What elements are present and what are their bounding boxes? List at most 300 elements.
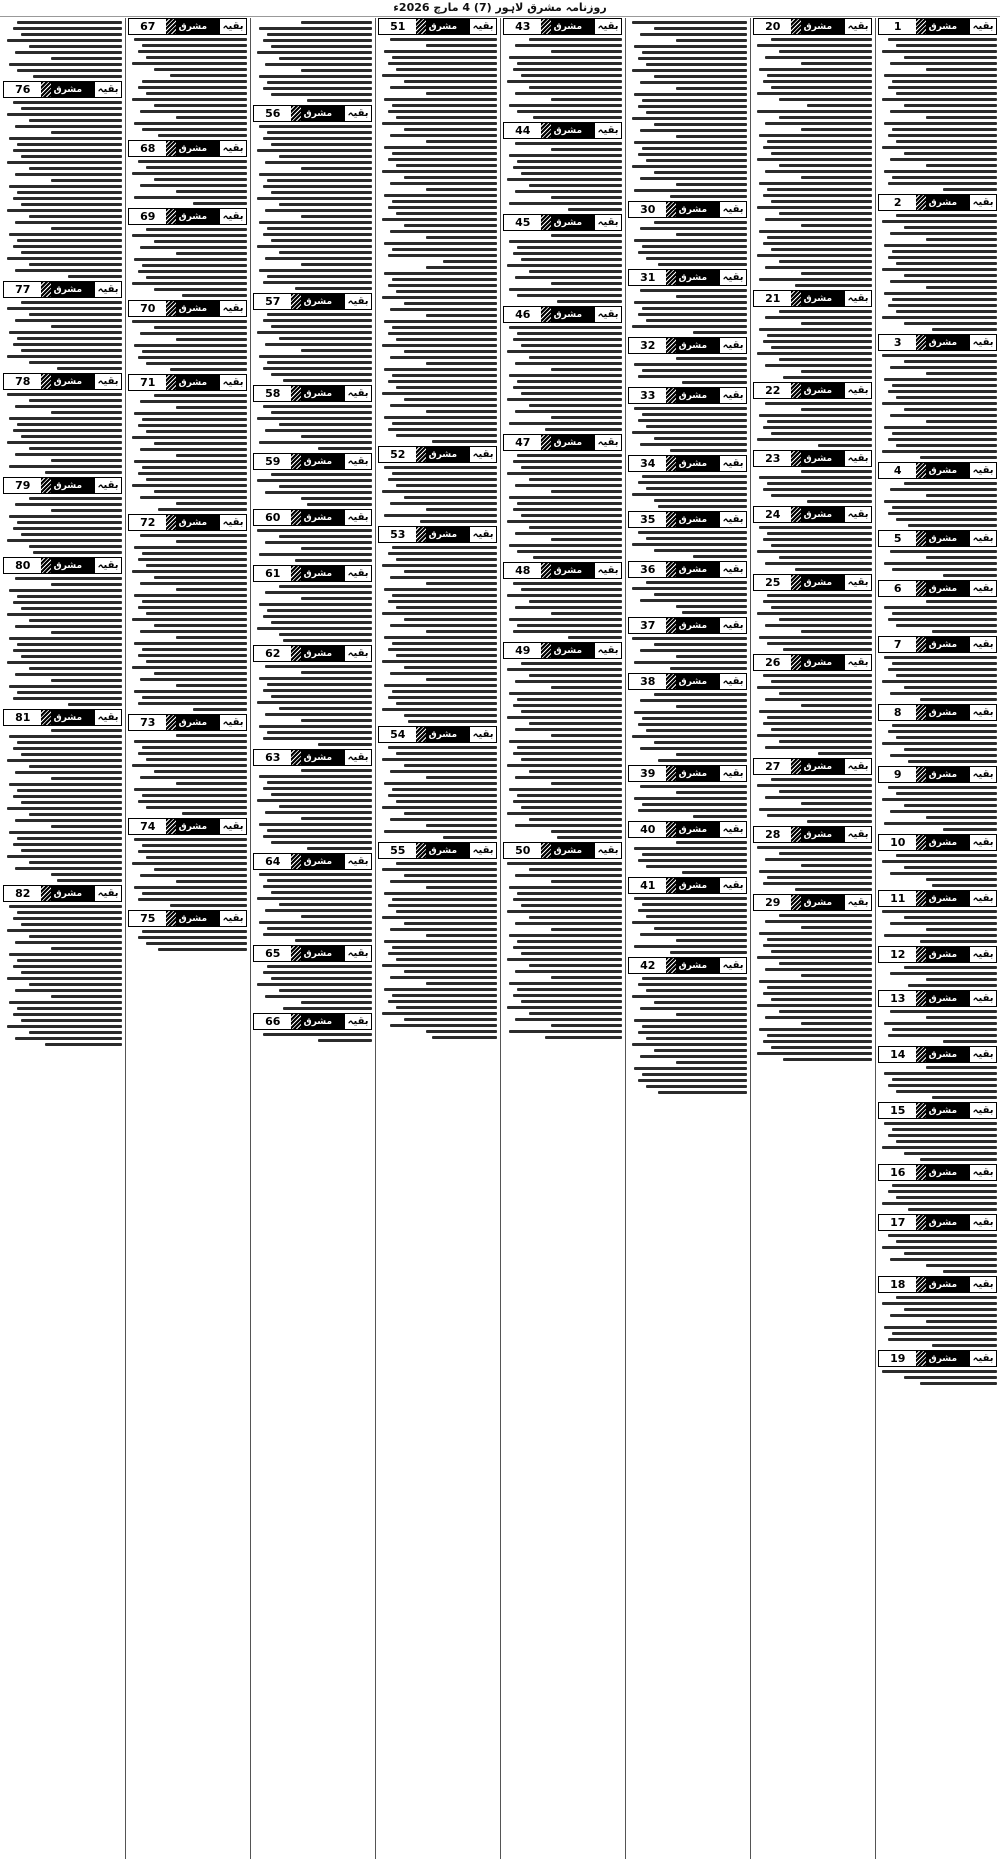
text-line <box>551 686 622 689</box>
text-line <box>765 56 872 59</box>
text-line <box>134 788 247 791</box>
text-line <box>926 1016 997 1019</box>
text-line <box>642 1073 747 1076</box>
text-line <box>382 344 497 347</box>
continuation-block-36 <box>628 561 747 614</box>
text-line <box>757 1052 872 1055</box>
continuation-number: 63 <box>254 750 291 765</box>
text-line <box>517 940 622 943</box>
mashriq-logo: مشرق <box>416 527 469 542</box>
text-line <box>943 828 997 831</box>
text-line <box>388 284 497 287</box>
text-line <box>267 879 372 882</box>
text-line <box>529 770 622 773</box>
mashriq-logo: مشرق <box>541 19 594 34</box>
continuation-number: 59 <box>254 454 291 469</box>
text-line <box>154 576 247 579</box>
continuation-block-9 <box>878 766 997 831</box>
text-line <box>638 375 747 378</box>
text-line <box>882 798 997 801</box>
continuation-number: 20 <box>754 19 791 34</box>
text-line <box>301 69 372 72</box>
text-line <box>154 770 247 773</box>
text-line <box>140 496 247 499</box>
text-line <box>396 116 497 119</box>
text-line <box>529 478 622 481</box>
text-line <box>884 822 997 825</box>
text-line <box>142 794 247 797</box>
text-line <box>509 1030 622 1033</box>
continuation-label: بقیہ <box>844 895 871 910</box>
continuation-number: 37 <box>629 618 666 633</box>
text-line <box>763 1040 872 1043</box>
text-line <box>507 520 622 523</box>
text-line <box>138 898 247 901</box>
text-line <box>426 824 497 827</box>
continuation-header <box>628 511 747 528</box>
text-line <box>13 965 122 968</box>
continuation-number: 42 <box>629 958 666 973</box>
text-line <box>146 166 247 169</box>
continuation-label: بقیہ <box>344 946 371 961</box>
text-line <box>884 934 997 937</box>
text-line <box>170 904 247 907</box>
text-line <box>263 319 372 322</box>
article-block <box>753 110 872 287</box>
text-line <box>882 680 997 683</box>
text-line <box>926 556 997 559</box>
text-line <box>568 636 622 639</box>
mashriq-logo: مشرق <box>791 507 844 522</box>
text-line <box>271 411 372 414</box>
text-line <box>646 537 747 540</box>
continuation-block-77 <box>3 281 122 370</box>
text-line <box>404 714 497 717</box>
text-line <box>265 811 372 814</box>
text-line <box>904 274 997 277</box>
text-line <box>757 110 872 113</box>
text-line <box>771 86 872 89</box>
continuation-block-31 <box>628 269 747 334</box>
text-line <box>926 1066 997 1069</box>
text-line <box>279 805 372 808</box>
text-line <box>15 989 122 992</box>
text-line <box>154 104 247 107</box>
continuation-number: 23 <box>754 451 791 466</box>
continuation-label: بقیہ <box>969 767 996 782</box>
text-line <box>509 422 622 425</box>
text-line <box>134 412 247 415</box>
text-line <box>517 550 622 553</box>
text-line <box>154 672 247 675</box>
text-line <box>265 541 372 544</box>
continuation-label: بقیہ <box>344 1014 371 1029</box>
text-line <box>138 936 247 939</box>
text-line <box>138 702 247 705</box>
text-line <box>757 612 872 615</box>
mashriq-logo: مشرق <box>666 618 719 633</box>
text-line <box>21 435 122 438</box>
text-line <box>426 410 497 413</box>
text-line <box>21 349 122 352</box>
continuation-label: بقیہ <box>469 19 496 34</box>
article-text <box>253 473 372 506</box>
text-line <box>384 466 497 469</box>
text-line <box>642 147 747 150</box>
text-line <box>392 946 497 949</box>
continuation-header <box>378 842 497 859</box>
text-line <box>392 546 497 549</box>
text-line <box>134 122 247 125</box>
text-line <box>263 405 372 408</box>
continuation-block-38 <box>628 673 747 762</box>
text-line <box>9 1001 122 1004</box>
continuation-number: 55 <box>379 843 416 858</box>
text-line <box>521 806 622 809</box>
text-line <box>515 776 622 779</box>
text-line <box>507 178 622 181</box>
text-line <box>15 941 122 944</box>
text-line <box>267 609 372 612</box>
article-text <box>503 862 622 1039</box>
text-line <box>271 93 372 96</box>
continuation-block-22 <box>753 382 872 447</box>
continuation-number: 54 <box>379 727 416 742</box>
text-line <box>896 310 997 313</box>
mashriq-logo: مشرق <box>291 106 344 121</box>
text-line <box>632 995 747 998</box>
text-line <box>638 251 747 254</box>
text-line <box>426 934 497 937</box>
mashriq-logo: مشرق <box>791 291 844 306</box>
text-line <box>551 928 622 931</box>
text-line <box>279 155 372 158</box>
text-line <box>507 350 622 353</box>
article-block <box>378 266 497 443</box>
continuation-header <box>878 194 997 211</box>
text-line <box>283 379 372 382</box>
text-line <box>517 246 622 249</box>
text-line <box>521 466 622 469</box>
text-line <box>7 759 122 762</box>
article-text <box>628 531 747 558</box>
text-line <box>318 1039 372 1042</box>
text-line <box>634 407 747 410</box>
text-line <box>301 497 372 500</box>
continuation-number: 30 <box>629 202 666 217</box>
continuation-block-50 <box>503 842 622 1039</box>
text-line <box>759 476 872 479</box>
text-line <box>432 440 497 443</box>
text-line <box>134 196 247 199</box>
text-line <box>884 378 997 381</box>
text-line <box>301 671 372 674</box>
text-line <box>301 817 372 820</box>
article-text <box>753 914 872 1061</box>
text-line <box>140 874 247 877</box>
text-line <box>888 1234 997 1237</box>
text-line <box>146 612 247 615</box>
text-line <box>551 734 622 737</box>
continuation-label: بقیہ <box>594 563 621 578</box>
text-line <box>390 134 497 137</box>
text-line <box>426 314 497 317</box>
continuation-number: 9 <box>879 767 916 782</box>
text-line <box>801 704 872 707</box>
text-line <box>13 601 122 604</box>
continuation-block-78 <box>3 373 122 474</box>
text-line <box>888 304 997 307</box>
continuation-number: 27 <box>754 759 791 774</box>
text-line <box>420 520 497 523</box>
continuation-block-19 <box>878 1350 997 1385</box>
mashriq-logo: مشرق <box>666 388 719 403</box>
column-6 <box>250 18 375 1859</box>
text-line <box>396 290 497 293</box>
text-line <box>15 577 122 580</box>
text-line <box>890 62 997 65</box>
article-text <box>878 1010 997 1043</box>
text-line <box>138 270 247 273</box>
text-line <box>551 50 622 53</box>
text-line <box>765 796 872 799</box>
text-line <box>259 125 372 128</box>
text-line <box>134 460 247 463</box>
article-text <box>878 656 997 701</box>
text-line <box>767 236 872 239</box>
article-text <box>753 402 872 447</box>
text-line <box>132 234 247 237</box>
text-line <box>29 667 122 670</box>
continuation-number: 58 <box>254 386 291 401</box>
article-text <box>378 466 497 523</box>
text-line <box>140 246 247 249</box>
continuation-label: بقیہ <box>344 566 371 581</box>
text-line <box>263 787 372 790</box>
text-line <box>15 51 122 54</box>
text-line <box>759 932 872 935</box>
text-line <box>646 159 747 162</box>
continuation-block-41 <box>628 877 747 954</box>
text-line <box>267 275 372 278</box>
text-line <box>693 815 747 818</box>
text-line <box>382 964 497 967</box>
continuation-label: بقیہ <box>844 19 871 34</box>
text-line <box>404 302 497 305</box>
text-line <box>267 81 372 84</box>
continuation-number: 64 <box>254 854 291 869</box>
continuation-block-37 <box>628 617 747 670</box>
text-line <box>392 994 497 997</box>
text-line <box>265 209 372 212</box>
text-line <box>551 234 622 237</box>
text-line <box>396 1006 497 1009</box>
text-line <box>426 362 497 365</box>
text-line <box>904 360 997 363</box>
text-line <box>801 408 872 411</box>
continuation-header <box>503 214 622 231</box>
text-line <box>154 240 247 243</box>
text-line <box>640 33 747 36</box>
text-line <box>9 735 122 738</box>
text-line <box>15 269 122 272</box>
text-line <box>767 642 872 645</box>
text-line <box>15 221 122 224</box>
text-line <box>279 707 372 710</box>
text-line <box>783 1058 872 1061</box>
text-line <box>654 171 747 174</box>
text-line <box>890 232 997 235</box>
continuation-number: 75 <box>129 911 166 926</box>
text-line <box>146 942 247 945</box>
text-line <box>29 935 122 938</box>
mashriq-logo: مشرق <box>166 301 219 316</box>
text-line <box>642 99 747 102</box>
text-line <box>388 380 497 383</box>
text-line <box>779 914 872 917</box>
continuation-label: بقیہ <box>969 195 996 210</box>
text-line <box>9 137 122 140</box>
text-line <box>390 928 497 931</box>
continuation-label: بقیہ <box>594 123 621 138</box>
text-line <box>154 490 247 493</box>
text-line <box>640 177 747 180</box>
continuation-header <box>878 580 997 597</box>
article-block <box>253 21 372 102</box>
text-line <box>763 426 872 429</box>
text-line <box>404 764 497 767</box>
continuation-label: بقیہ <box>719 958 746 973</box>
text-line <box>176 502 247 505</box>
text-line <box>140 400 247 403</box>
text-line <box>134 740 247 743</box>
mashriq-logo: مشرق <box>791 19 844 34</box>
text-line <box>29 215 122 218</box>
text-line <box>404 812 497 815</box>
text-line <box>295 287 372 290</box>
text-line <box>154 326 247 329</box>
text-line <box>759 710 872 713</box>
article-text <box>503 582 622 639</box>
text-line <box>763 538 872 541</box>
text-line <box>509 326 622 329</box>
text-line <box>676 655 747 658</box>
text-line <box>390 770 497 773</box>
continuation-block-66 <box>253 1013 372 1042</box>
text-line <box>134 886 247 889</box>
mashriq-logo: مشرق <box>541 435 594 450</box>
continuation-label: بقیہ <box>594 435 621 450</box>
text-line <box>783 648 872 651</box>
text-line <box>892 506 997 509</box>
article-text <box>628 977 747 1094</box>
continuation-number: 71 <box>129 375 166 390</box>
text-line <box>634 945 747 948</box>
text-line <box>892 128 997 131</box>
text-line <box>638 313 747 316</box>
text-line <box>15 503 122 506</box>
text-line <box>943 188 997 191</box>
text-line <box>51 179 122 182</box>
article-text <box>753 778 872 823</box>
continuation-number: 69 <box>129 209 166 224</box>
text-line <box>779 164 872 167</box>
text-line <box>904 1376 997 1379</box>
text-line <box>426 44 497 47</box>
text-line <box>307 99 372 102</box>
text-line <box>51 729 122 732</box>
continuation-label: بقیہ <box>219 515 246 530</box>
text-line <box>392 248 497 251</box>
text-line <box>779 50 872 53</box>
text-line <box>882 268 997 271</box>
text-line <box>301 215 372 218</box>
text-line <box>646 865 747 868</box>
text-line <box>515 44 622 47</box>
continuation-header <box>3 709 122 726</box>
mashriq-logo: مشرق <box>666 958 719 973</box>
text-line <box>763 146 872 149</box>
text-line <box>517 294 622 297</box>
continuation-number: 15 <box>879 1103 916 1118</box>
text-line <box>17 691 122 694</box>
article-block <box>128 80 247 137</box>
text-line <box>529 868 622 871</box>
text-line <box>771 152 872 155</box>
text-line <box>384 588 497 591</box>
text-line <box>384 146 497 149</box>
continuation-header <box>503 642 622 659</box>
text-line <box>892 724 997 727</box>
continuation-label: بقیہ <box>844 507 871 522</box>
text-line <box>779 212 872 215</box>
continuation-header <box>878 18 997 35</box>
text-line <box>765 562 872 565</box>
text-line <box>884 1326 997 1329</box>
text-line <box>529 916 622 919</box>
text-line <box>529 184 622 187</box>
continuation-header <box>878 1046 997 1063</box>
text-line <box>771 248 872 251</box>
text-line <box>892 568 997 571</box>
continuation-label: بقیہ <box>969 637 996 652</box>
continuation-number: 76 <box>4 82 41 97</box>
text-line <box>7 977 122 980</box>
continuation-block-44 <box>503 122 622 211</box>
article-text <box>628 407 747 452</box>
text-line <box>132 666 247 669</box>
article-text <box>878 354 997 459</box>
text-line <box>926 978 997 981</box>
text-line <box>642 51 747 54</box>
continuation-block-82 <box>3 885 122 1046</box>
text-line <box>884 170 997 173</box>
text-line <box>658 1091 747 1094</box>
continuation-header <box>253 565 372 582</box>
text-line <box>509 154 622 157</box>
text-line <box>509 202 622 205</box>
mashriq-logo: مشرق <box>791 451 844 466</box>
text-line <box>638 419 747 422</box>
text-line <box>384 830 497 833</box>
text-line <box>646 425 747 428</box>
mashriq-logo: مشرق <box>666 202 719 217</box>
text-line <box>908 1208 997 1211</box>
text-line <box>396 752 497 755</box>
text-line <box>33 75 122 78</box>
text-line <box>882 1246 997 1249</box>
text-line <box>779 740 872 743</box>
